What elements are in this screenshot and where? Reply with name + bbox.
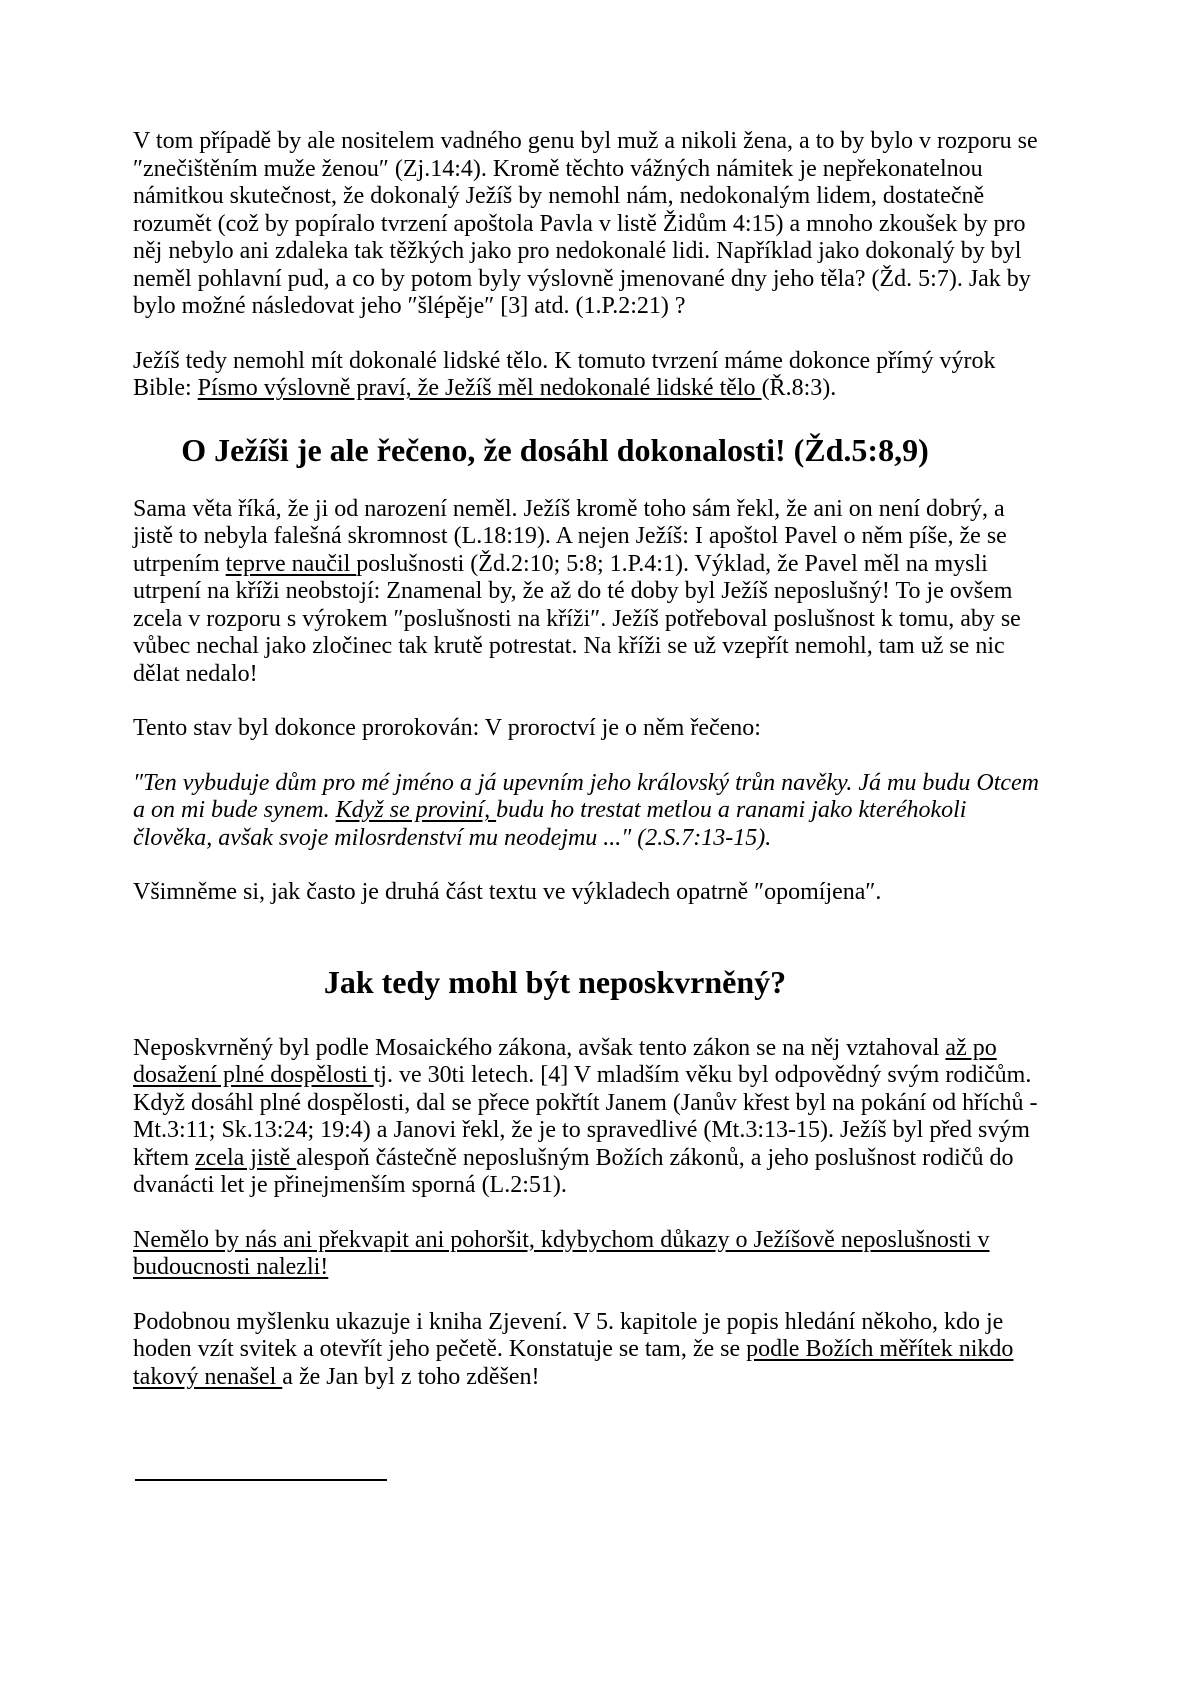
text-run: Ježíš tedy nemohl mít dokonalé lidské tělo. K tomuto tvrzení máme dokonce přímý výrok Bible: bbox=[133, 347, 996, 401]
paragraph-obedience-learned bbox=[133, 496, 1047, 689]
paragraph-no-surprise bbox=[133, 1227, 1047, 1282]
underlined-phrase: podle Božích měřítek nikdo takový nenašel bbox=[133, 1336, 1014, 1390]
text-run: tj. ve 30ti letech. [4] V mladším věku byl odpovědný svým rodičům. Když dosáhl plné dospělosti, dal se přece pokřtít Janem (Janův křest byl na pokání od hříchů - Mt.3:11; Sk.13:24; 19:4) a Janovi řekl, že je to spravedlivé (Mt.3:13-15). Ježíš byl před svým křtem bbox=[133, 1062, 1038, 1171]
underlined-phrase: zcela jistě bbox=[194, 1144, 297, 1171]
paragraph-omitted-part: Všimněme si, jak často je druhá část textu ve výkladech opatrně ″opomíjena″. bbox=[133, 879, 882, 905]
underlined-phrase: teprve naučil bbox=[225, 550, 357, 577]
underlined-phrase: Když se proviní, bbox=[335, 797, 497, 823]
underlined-phrase: Písmo výslovně praví, že Ježíš měl nedokonalé lidské tělo bbox=[197, 375, 762, 401]
text-run: ″Ten vybuduje dům pro mé jméno a já upevním jeho královský trůn navěky. Já mu budu Otcem a on mi bude synem. bbox=[133, 769, 1039, 823]
underlined-phrase: Nemělo by nás ani překvapit ani pohoršit, kdybychom důkazy o Ježíšově neposlušnosti v budoucnosti nalezli! bbox=[133, 1226, 990, 1280]
text-run: poslušnosti (Žd.2:10; 5:8; 1.P.4:1). Výklad, že Pavel měl na mysli utrpení na kříži neobstojí: Znamenal by, že až do té doby byl Ježíš neposlušný! To je ovšem zcela v rozporu s výrokem ″poslušnosti na kříži″. Ježíš potřeboval poslušnost k tomu, aby se vůbec nechal jako zločinec tak krutě potrestat. Na kříži se už vzepřít nemohl, tam už se nic dělat nedalo! bbox=[133, 550, 1021, 687]
paragraph-gene-objections: V tom případě by ale nositelem vadného genu byl muž a nikoli žena, a to by bylo v rozporu se ″znečištěním muže ženou″ (Zj.14:4). Kromě těchto vážných námitek je nepřekonatelnou námitkou skutečnost, že dokonalý Ježíš by nemohl nám, nedokonalým lidem, dostatečně rozumět (což by popíralo tvrzení apoštola Pavla v listě Židům 4:15) a mnoho zkoušek by pro něj nebylo ani zdaleka tak těžkých jako pro nedokonalé lidi. Například jako dokonalý by byl neměl pohlavní pud, a co by potom byly výslovně jmenované dny jeho těla? (Žd. 5:7). Jak by bylo možné následovat jeho ″šlépěje″ [3] atd. (1.P.2:21) ? bbox=[133, 128, 1038, 319]
underlined-phrase: až po dosažení plné dospělosti bbox=[133, 1034, 997, 1088]
paragraph-imperfect-body bbox=[133, 348, 1047, 403]
heading-immaculate-question: Jak tedy mohl být neposkvrněný? bbox=[323, 963, 787, 1000]
text-run: Podobnou myšlenku ukazuje i kniha Zjevení. V 5. kapitole je popis hledání někoho, kdo je hoden vzít svitek a otevřít jeho pečetě. Konstatuje se tam, že se bbox=[133, 1308, 1004, 1362]
text-run: (Ř.8:3). bbox=[761, 375, 837, 401]
text-run: a že Jan byl z toho zděšen! bbox=[282, 1363, 540, 1390]
text-run: Sama věta říká, že ji od narození neměl. Ježíš kromě toho sám řekl, že ani on není dobrý, a jistě to nebyla falešná skromnost (L.18:19). A nejen Ježíš: I apoštol Pavel o něm píše, že se utrpením bbox=[133, 495, 1007, 577]
paragraph-mosaic-law bbox=[133, 1035, 1047, 1200]
paragraph-prophecy-intro: Tento stav byl dokonce prorokován: V proroctví je o něm řečeno: bbox=[133, 715, 761, 741]
text-run: alespoň částečně neposlušným Božích zákonů, a jeho poslušnost rodičů do dvanácti let je přinejmenším sporná (L.2:51). bbox=[133, 1144, 1014, 1198]
heading-perfection-claim: O Ježíši je ale řečeno, že dosáhl dokonalosti! (Žd.5:8,9) bbox=[181, 431, 929, 468]
paragraph-revelation bbox=[133, 1309, 1047, 1392]
text-run: budu ho trestat metlou a ranami jako kteréhokoli člověka, avšak svoje milosrdenství mu neodejmu ...″ (2.S.7:13-15). bbox=[133, 797, 967, 851]
blockquote-samuel bbox=[133, 770, 1047, 853]
text-run: Neposkvrněný byl podle Mosaického zákona, avšak tento zákon se na něj vztahoval bbox=[133, 1034, 946, 1061]
footnote-divider bbox=[135, 1479, 387, 1481]
